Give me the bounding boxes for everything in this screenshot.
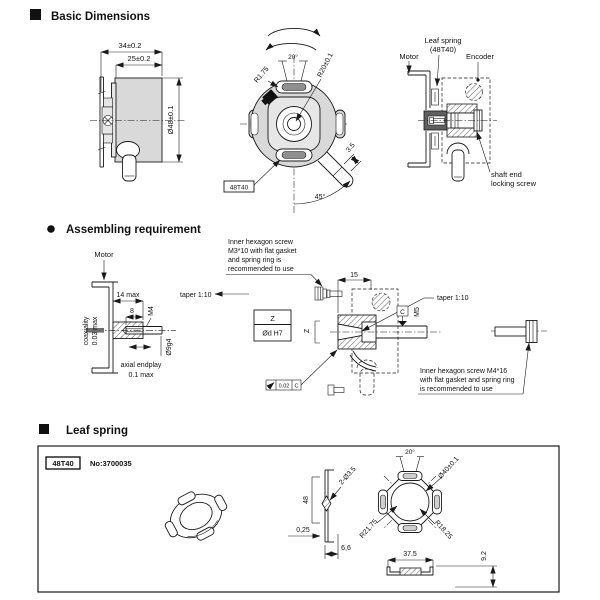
mount-cable (452, 150, 464, 181)
locking-screw-label-1: shaft end (491, 170, 522, 179)
runout-value: 0.02 (278, 383, 290, 390)
dim-cable-angle: 45° (314, 194, 326, 201)
screw-note-right (418, 321, 547, 395)
mount-view (399, 36, 536, 188)
dim-slot-angle: 20° (288, 54, 298, 61)
rotation-arrow-ccw-icon (266, 43, 316, 50)
screw-head-circle (372, 293, 390, 311)
zone-label: Z (304, 328, 311, 334)
dim-radius-inner: R18.25 (432, 519, 454, 541)
note-line: is recommended to use (420, 386, 493, 393)
dim-shaft-diameter: Ø9g4 (166, 338, 173, 356)
dim-circle-radius: R20±0.1 (316, 51, 335, 79)
coaxiality-value: 0.03 max (92, 316, 99, 346)
part-tag: 48T40 (52, 459, 74, 468)
dim-offset: 6,6 (341, 545, 351, 552)
leafspring-label-2: (48T40) (429, 45, 457, 54)
dim-height: 48 (303, 496, 310, 504)
leafspring-tag: 48T40 (229, 184, 249, 192)
dim-holes: 2-Ø3.5 (338, 465, 358, 487)
dim-cable-diameter: 3.5 (345, 142, 357, 154)
section-assembling-requirement (47, 224, 547, 395)
taper-label: taper 1:10 (437, 295, 469, 302)
coaxiality-label: coaxiality (83, 316, 90, 346)
note-line: M3*10 with flat gasket (228, 248, 297, 255)
dim-width: 37.5 (403, 551, 417, 558)
screw-head-circle (466, 84, 483, 101)
dim-thickness: 0,25 (296, 527, 310, 534)
leafspring-label-1: Leaf spring (424, 36, 462, 45)
section-bullet-square (39, 424, 49, 434)
dim-angle: 20° (405, 449, 415, 456)
note-line: recommended to use (228, 266, 294, 273)
dim-depth: 9.2 (481, 551, 488, 561)
note-line: with flat gasket and spring ring (420, 377, 515, 384)
encoder-label: Encoder (466, 52, 494, 61)
dim-thread-depth: 8 (130, 308, 134, 315)
note-line: Inner hexagon screw M4*16 (420, 368, 508, 375)
dim-slot-radius: R1.75 (253, 65, 271, 85)
section-title: Leaf spring (66, 425, 128, 437)
section-basic-dimensions (30, 9, 537, 213)
dim-diameter: Ø40±0.1 (437, 455, 461, 481)
section-leaf-spring (38, 424, 559, 592)
dim-overall-width: 34±0.2 (118, 41, 142, 50)
hex-screw (495, 327, 526, 336)
motor-label: Motor (399, 52, 419, 61)
runout-datum: C (294, 383, 299, 390)
side-view (90, 41, 186, 181)
part-number: No:3700035 (90, 459, 132, 468)
screw-note-left (226, 239, 322, 286)
dim-body-diameter: Ø48±0.1 (166, 105, 175, 135)
dim-body-width: 25±0.2 (127, 54, 151, 63)
dim-length: 15 (350, 272, 358, 279)
note-line: Inner hexagon screw (228, 239, 293, 246)
datum-letter: C (400, 309, 405, 316)
locking-screw-label-2: locking screw (491, 179, 537, 188)
section-bullet-square (30, 9, 41, 20)
dim-radius-outer: R21.75 (358, 518, 380, 540)
taper-label: taper 1:10 (180, 292, 212, 299)
rotation-arrow-cw-icon (268, 28, 320, 36)
thread-label: M5 (414, 307, 421, 317)
section-title: Basic Dimensions (51, 11, 151, 23)
dim-shaft-length: 14 max (116, 292, 140, 299)
note-line: and spring ring is (228, 257, 282, 264)
zone-box-bottom: Ød H7 (262, 330, 283, 338)
motor-label: Motor (94, 250, 114, 259)
section-title: Assembling requirement (66, 224, 201, 236)
cable (123, 155, 137, 181)
motor-shaft-drawing (83, 250, 249, 379)
front-view (224, 28, 361, 213)
section-bullet-dot (47, 225, 55, 233)
zone-box-top: Z (270, 314, 275, 323)
endplay-value: 0.1 max (128, 372, 154, 379)
endplay-label: axial endplay (120, 362, 162, 369)
thread-label: M4 (148, 306, 155, 316)
